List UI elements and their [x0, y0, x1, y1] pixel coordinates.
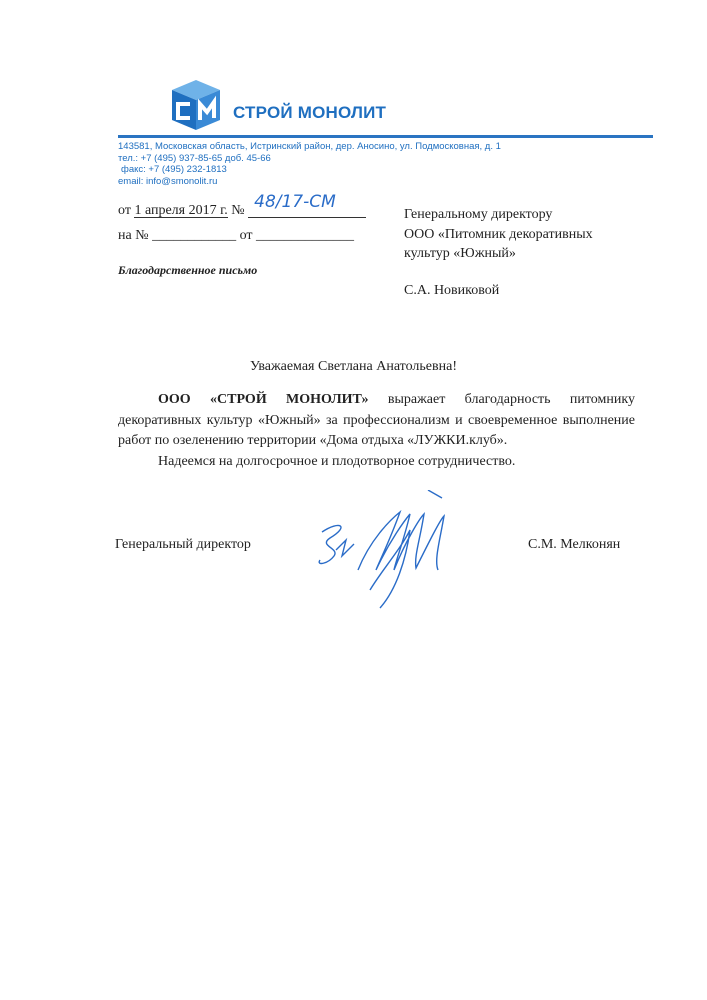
- company-name: СТРОЙ МОНОЛИТ: [233, 103, 387, 122]
- handwritten-signature: [310, 490, 470, 610]
- body-paragraph: Надеемся на долгосрочное и плодотворное сотрудничество.: [158, 453, 516, 469]
- addressee-block: Генеральному директору ООО «Питомник декоративных культур «Южный» С.А. Новиковой: [404, 205, 593, 300]
- fax: факс: +7 (495) 232-1813: [121, 164, 227, 175]
- letterhead-divider: [118, 135, 653, 138]
- signatory-position: Генеральный директор: [115, 537, 251, 552]
- outgoing-reference: от 1 апреля 2017 г. № 48/17-СМ: [118, 203, 366, 219]
- letter-subject: Благодарственное письмо: [118, 263, 258, 277]
- address: 143581, Московская область, Истринский район, дер. Аносино, ул. Подмосковная, д. 1: [118, 141, 501, 152]
- letter-number: 48/17-СМ: [248, 204, 366, 218]
- reply-reference: на № ____________ от ______________: [118, 228, 355, 243]
- salutation: Уважаемая Светлана Анатольевна!: [249, 359, 457, 374]
- email: email: info@smonolit.ru: [118, 175, 218, 187]
- addressee-name: С.А. Новиковой: [404, 282, 500, 298]
- contact-block: [118, 141, 501, 187]
- letter-date: 1 апреля 2017 г.: [134, 203, 228, 218]
- body-paragraph: ООО «СТРОЙ МОНОЛИТ» выражает благодарность питомнику декоративных культур «Южный» за профессионализм и своевременное выполнение работ по озеленению территории «Дома отдыха «ЛУЖКИ.клуб».: [118, 392, 635, 448]
- letter-body: [118, 390, 635, 472]
- company-logo: [172, 80, 220, 130]
- phone: тел.: +7 (495) 937-85-65 доб. 45-66: [118, 152, 271, 164]
- signatory-name: С.М. Мелконян: [528, 537, 621, 552]
